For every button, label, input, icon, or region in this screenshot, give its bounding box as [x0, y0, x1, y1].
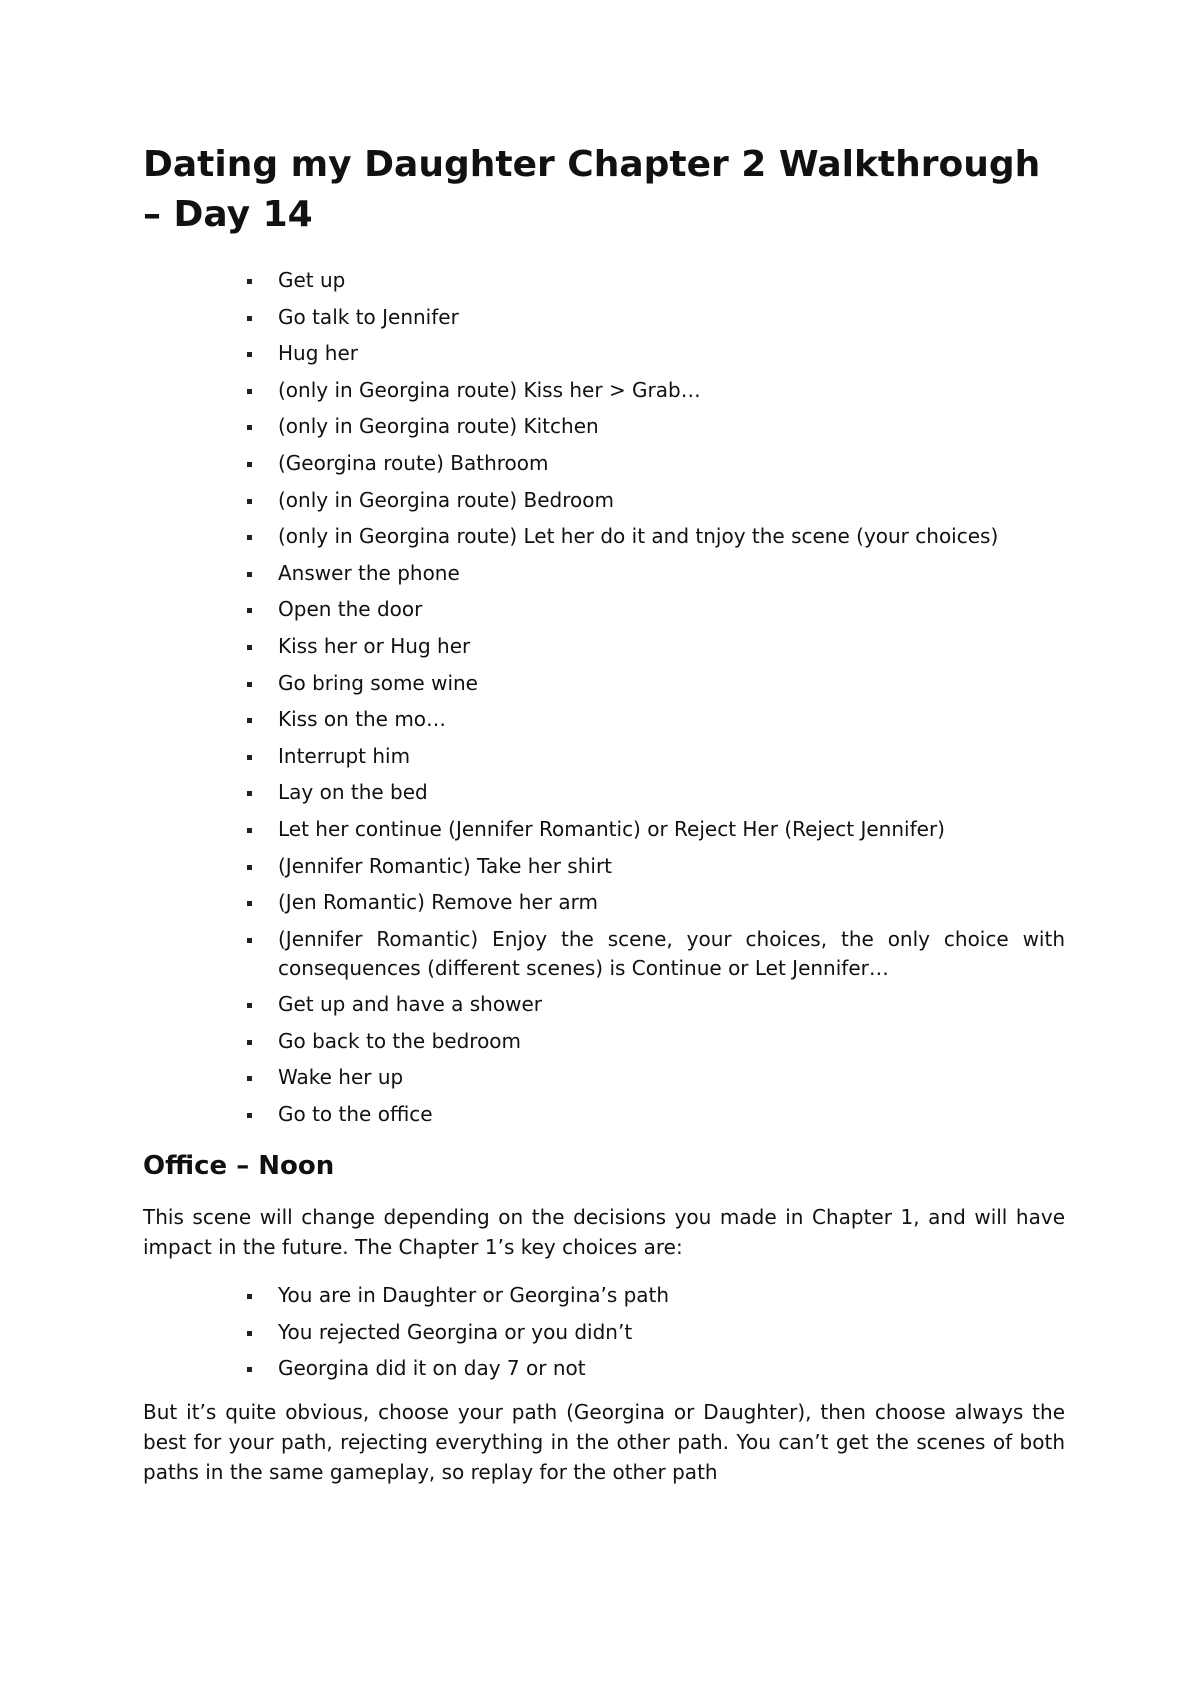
square-bullet-icon	[247, 1294, 252, 1299]
square-bullet-icon	[247, 389, 252, 394]
walkthrough-steps-list	[143, 266, 1065, 1129]
document-content	[143, 140, 1065, 1487]
square-bullet-icon	[247, 901, 252, 906]
square-bullet-icon	[247, 279, 252, 284]
list-item: You rejected Georgina or you didn’t	[143, 1318, 1065, 1347]
page-title: Dating my Daughter Chapter 2 Walkthrough – Day 14	[143, 144, 1041, 235]
square-bullet-icon	[247, 645, 252, 650]
list-item: (only in Georgina route) Bedroom	[143, 486, 1065, 515]
list-item: Interrupt him	[143, 742, 1065, 771]
square-bullet-icon	[247, 462, 252, 467]
office-intro-paragraph: This scene will change depending on the decisions you made in Chapter 1, and will have impact in the future. The Chapter 1’s key choices are:	[143, 1205, 1065, 1260]
list-item: Open the door	[143, 595, 1065, 624]
list-item: (only in Georgina route) Kiss her > Grab…	[143, 376, 1065, 405]
square-bullet-icon	[247, 572, 252, 577]
square-bullet-icon	[247, 535, 252, 540]
list-item: (only in Georgina route) Kitchen	[143, 412, 1065, 441]
square-bullet-icon	[247, 938, 252, 943]
square-bullet-icon	[247, 865, 252, 870]
square-bullet-icon	[247, 316, 252, 321]
square-bullet-icon	[247, 1040, 252, 1045]
list-item: Get up and have a shower	[143, 990, 1065, 1019]
square-bullet-icon	[247, 791, 252, 796]
office-noon-heading: Office – Noon	[143, 1151, 335, 1182]
square-bullet-icon	[247, 718, 252, 723]
list-item: Georgina did it on day 7 or not	[143, 1354, 1065, 1383]
square-bullet-icon	[247, 1076, 252, 1081]
square-bullet-icon	[247, 352, 252, 357]
list-item: (Jen Romantic) Remove her arm	[143, 888, 1065, 917]
list-item: (Jennifer Romantic) Enjoy the scene, your choices, the only choice with consequences (different scenes) is Continue or Let Jennifer…	[143, 925, 1065, 983]
list-item: (only in Georgina route) Let her do it and tnjoy the scene (your choices)	[143, 522, 1065, 551]
square-bullet-icon	[247, 828, 252, 833]
list-item: Go to the office	[143, 1100, 1065, 1129]
list-item: Wake her up	[143, 1063, 1065, 1092]
list-item: (Georgina route) Bathroom	[143, 449, 1065, 478]
list-item: Lay on the bed	[143, 778, 1065, 807]
list-item: You are in Daughter or Georgina’s path	[143, 1281, 1065, 1310]
square-bullet-icon	[247, 1331, 252, 1336]
square-bullet-icon	[247, 682, 252, 687]
list-item: Kiss her or Hug her	[143, 632, 1065, 661]
square-bullet-icon	[247, 1003, 252, 1008]
square-bullet-icon	[247, 1367, 252, 1372]
list-item: Go back to the bedroom	[143, 1027, 1065, 1056]
list-item: Hug her	[143, 339, 1065, 368]
square-bullet-icon	[247, 425, 252, 430]
list-item: (Jennifer Romantic) Take her shirt	[143, 852, 1065, 881]
key-choices-list	[143, 1281, 1065, 1383]
square-bullet-icon	[247, 499, 252, 504]
list-item: Go bring some wine	[143, 669, 1065, 698]
list-item: Go talk to Jennifer	[143, 303, 1065, 332]
square-bullet-icon	[247, 755, 252, 760]
list-item: Answer the phone	[143, 559, 1065, 588]
office-conclusion-paragraph: But it’s quite obvious, choose your path (Georgina or Daughter), then choose always the best for your path, rejecting everything in the other path. You can’t get the scenes of both paths in the same gameplay, so replay for the other path	[143, 1400, 1065, 1485]
list-item: Kiss on the mo…	[143, 705, 1065, 734]
square-bullet-icon	[247, 608, 252, 613]
square-bullet-icon	[247, 1113, 252, 1118]
list-item: Get up	[143, 266, 1065, 295]
list-item: Let her continue (Jennifer Romantic) or Reject Her (Reject Jennifer)	[143, 815, 1065, 844]
